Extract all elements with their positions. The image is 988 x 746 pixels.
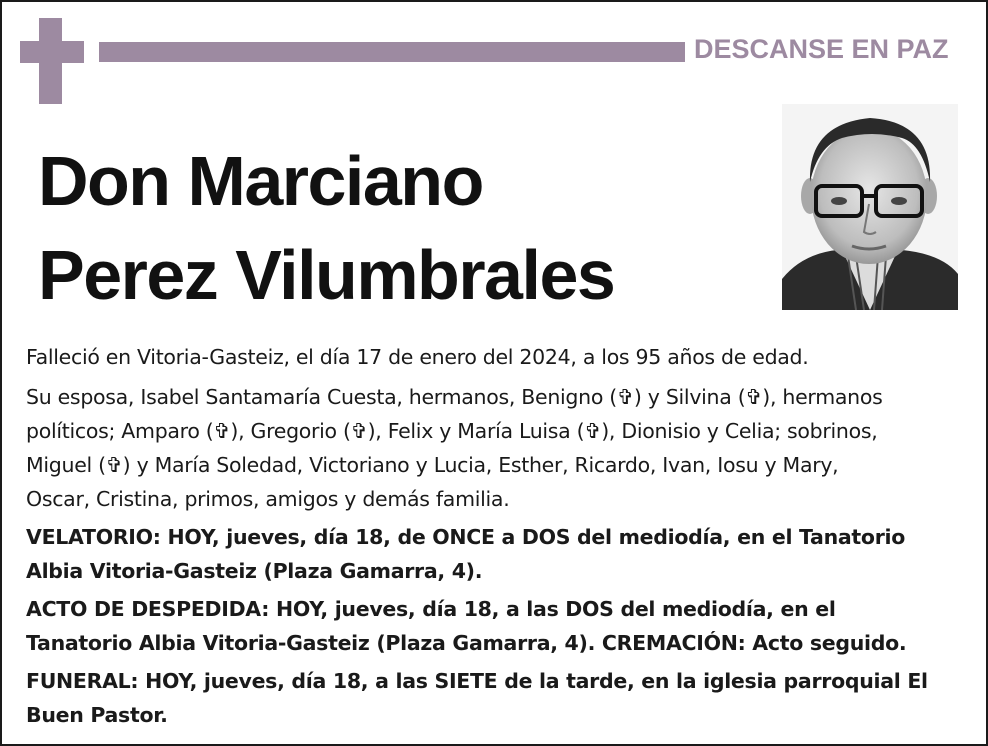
cross-icon [20,18,84,104]
velatorio-line-2: Albia Vitoria-Gasteiz (Plaza Gamarra, 4). [26,559,483,583]
family-line-3: Miguel (✞) y María Soledad, Victoriano y Lucia, Esther, Ricardo, Ivan, Iosu y Mary, [26,453,839,477]
velatorio-info [26,520,966,588]
portrait-image [782,104,958,310]
name-line-2: Perez Vilumbrales [38,236,615,314]
death-statement: Falleció en Vitoria-Gasteiz, el día 17 de enero del 2024, a los 95 años de edad. [26,345,809,369]
family-line-1: Su esposa, Isabel Santamaría Cuesta, hermanos, Benigno (✞) y Silvina (✞), hermanos [26,385,883,409]
family-line-4: Oscar, Cristina, primos, amigos y demás familia. [26,487,510,511]
despedida-info [26,592,966,660]
despedida-line-1: ACTO DE DESPEDIDA: HOY, jueves, día 18, a las DOS del mediodía, en el [26,597,836,621]
header-rule [99,42,685,62]
notice-body [26,340,966,736]
deceased-name [38,134,758,322]
family-line-2: políticos; Amparo (✞), Gregorio (✞), Felix y María Luisa (✞), Dionisio y Celia; sobrinos, [26,419,878,443]
funeral-line-2: Buen Pastor. [26,703,168,727]
velatorio-line-1: VELATORIO: HOY, jueves, día 18, de ONCE a DOS del mediodía, en el Tanatorio [26,525,906,549]
portrait-photo [782,104,958,310]
funeral-line-1: FUNERAL: HOY, jueves, día 18, a las SIETE de la tarde, en la iglesia parroquial El [26,669,928,693]
tagline: DESCANSE EN PAZ [694,34,949,64]
despedida-line-2: Tanatorio Albia Vitoria-Gasteiz (Plaza Gamarra, 4). CREMACIÓN: Acto seguido. [26,631,907,655]
family-list [26,380,966,516]
name-line-1: Don Marciano [38,142,483,220]
funeral-info [26,664,966,732]
